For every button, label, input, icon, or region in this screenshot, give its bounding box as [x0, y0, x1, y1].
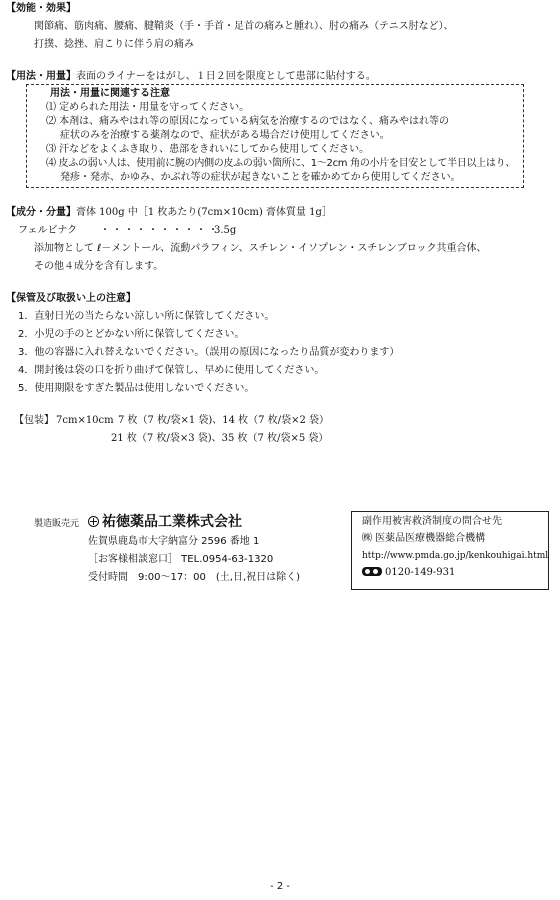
- manufacturer-hours: 受付時間 9:00～17：00 (土,日,祝日は除く): [88, 572, 301, 583]
- manufacturer-contact: ［お客様相談窓口］ TEL.0954-63-1320: [88, 554, 274, 565]
- manufacturer-name: 祐徳薬品工業株式会社: [102, 514, 242, 530]
- usage-section: [6, 70, 376, 84]
- caution-title: 用法・用量に関連する注意: [50, 88, 170, 99]
- package-label: 【包装】: [14, 415, 54, 426]
- company-mark-icon: [88, 516, 99, 527]
- relief-phone-row: [362, 566, 455, 580]
- page-number: - 2 -: [270, 881, 290, 892]
- caution-item-4: ⑷ 皮ふの弱い人は、使用前に腕の内側の皮ふの弱い箇所に、1～2cm 角の小片を目安として半日以上はり、: [46, 158, 516, 169]
- caution-item-3: ⑶ 汗などをよくふき取り、患部をきれいにしてから使用してください。: [46, 144, 370, 155]
- caution-item-4-cont: 発疹・発赤、かゆみ、かぶれ等の症状が起きないことを確かめてから使用してください。: [60, 172, 461, 183]
- package-size: 7cm×10cm: [56, 415, 114, 426]
- caution-item-1: ⑴ 定められた用法・用量を守ってください。: [46, 102, 250, 113]
- caution-item-2: ⑵ 本剤は、痛みやはれ等の原因になっている病気を治療するのではなく、痛みやはれ等の: [46, 116, 449, 127]
- relief-phone: 0120-149-931: [385, 567, 456, 578]
- package-line-2: 21 枚（7 枚/袋×3 袋)、35 枚（7 枚/袋×5 袋）: [111, 433, 329, 444]
- free-dial-icon: [362, 567, 382, 576]
- efficacy-heading: 【効能・効果】: [6, 3, 76, 14]
- usage-text: 表面のライナーをはがし、１日２回を限度として患部に貼付する。: [76, 71, 376, 82]
- storage-item: 4．開封後は袋の口を折り曲げて保管し、早めに使用してください。: [18, 365, 325, 376]
- active-ingredient-dots: ・・・・・・・・・・: [100, 225, 220, 236]
- manufacturer-name-row: [88, 513, 242, 531]
- additives-line-1: 添加物として ℓ－メントール、流動パラフィン、スチレン・イソプレン・スチレンブロック共重合体、: [34, 243, 487, 254]
- active-ingredient-name: フェルビナク: [18, 225, 78, 236]
- manufacturer-address: 佐賀県鹿島市大字納富分 2596 番地 1: [88, 536, 260, 547]
- ingredients-heading: 【成分・分量】: [6, 207, 76, 218]
- storage-item: 1．直射日光の当たらない涼しい所に保管してください。: [18, 311, 275, 322]
- storage-item: 3．他の容器に入れ替えないでください。（誤用の原因になったり品質が変わります）: [18, 347, 400, 358]
- manufacturer-role: 製造販売元: [34, 519, 80, 529]
- caution-item-2-cont: 症状のみを治療する薬剤なので、症状がある場合だけ使用してください。: [60, 130, 390, 141]
- package-line-1: 7 枚（7 枚/袋×1 袋)、14 枚（7 枚/袋×2 袋）: [118, 415, 330, 426]
- storage-heading: 【保管及び取扱い上の注意】: [6, 293, 136, 304]
- relief-org: ㈱ 医薬品医療機器総合機構: [362, 533, 486, 544]
- additives-line-2: その他４成分を含有します。: [34, 261, 164, 272]
- ingredients-basis: 膏体 100g 中［1 枚あたり(7cm×10cm) 膏体質量 1g］: [76, 207, 332, 218]
- efficacy-line-2: 打撲、捻挫、肩こりに伴う肩の痛み: [34, 39, 194, 50]
- active-ingredient-amount: 3.5g: [214, 225, 237, 236]
- relief-title: 副作用被害救済制度の問合せ先: [362, 516, 502, 527]
- usage-heading: 【用法・用量】: [6, 71, 76, 82]
- efficacy-line-1: 関節痛、筋肉痛、腰痛、腱鞘炎（手・手首・足首の痛みと腫れ）、肘の痛み（テニス肘など）、: [34, 21, 454, 32]
- storage-item: 5．使用期限をすぎた製品は使用しないでください。: [18, 383, 255, 394]
- storage-item: 2．小児の手のとどかない所に保管してください。: [18, 329, 245, 340]
- ingredients-section: [6, 206, 332, 220]
- relief-url[interactable]: http://www.pmda.go.jp/kenkouhigai.html: [362, 551, 549, 561]
